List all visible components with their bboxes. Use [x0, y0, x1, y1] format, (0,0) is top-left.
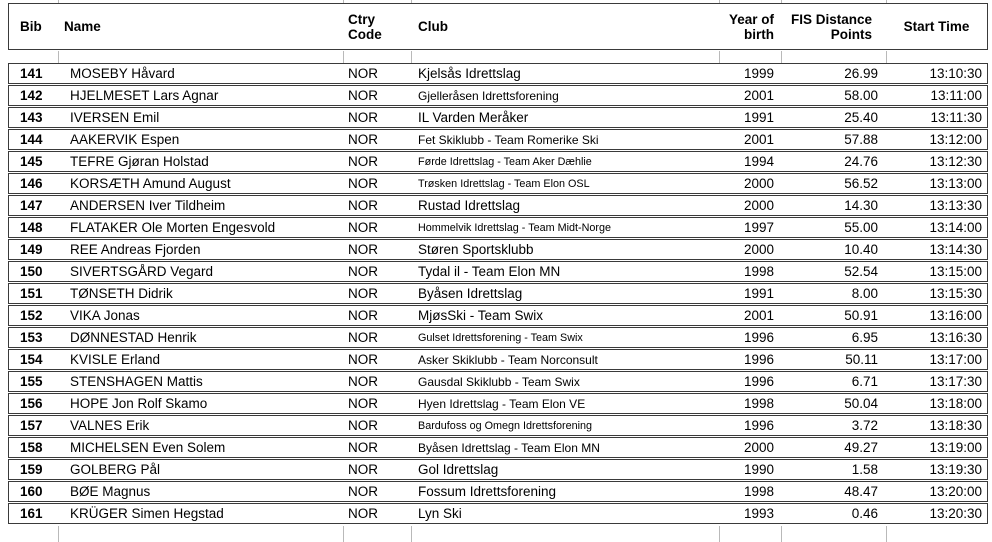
- table-row: [8, 327, 988, 348]
- table-row: [8, 393, 988, 414]
- column-divider-tick: [343, 51, 344, 63]
- table-row: [8, 107, 988, 128]
- start-time-cell: 13:13:00: [929, 175, 982, 191]
- year-cell: 1998: [743, 263, 774, 279]
- table-row: [8, 459, 988, 480]
- club-cell: Asker Skiklubb - Team Norconsult: [418, 352, 598, 367]
- points-cell: 8.00: [851, 285, 878, 301]
- points-cell: 25.40: [844, 109, 878, 125]
- name-cell: KRÜGER Simen Hegstad: [70, 505, 224, 521]
- table-row: [8, 217, 988, 238]
- ctry-code-cell: NOR: [348, 131, 378, 147]
- bib-cell: 149: [20, 241, 43, 257]
- points-cell: 50.04: [844, 395, 878, 411]
- ctry-code-cell: NOR: [348, 395, 378, 411]
- table-row: [8, 239, 988, 260]
- start-time-cell: 13:19:30: [929, 461, 982, 477]
- year-cell: 2001: [743, 131, 774, 147]
- points-cell: 10.40: [844, 241, 878, 257]
- club-cell: Fossum Idrettsforening: [418, 483, 557, 499]
- points-cell: 50.91: [844, 307, 878, 323]
- name-cell: TØNSETH Didrik: [70, 285, 173, 301]
- table-row: [8, 305, 988, 326]
- name-cell: MICHELSEN Even Solem: [70, 439, 226, 455]
- column-divider-tick: [58, 526, 59, 542]
- club-cell: MjøsSki - Team Swix: [418, 307, 544, 323]
- column-header-bib: Bib: [20, 19, 42, 34]
- club-cell: Rustad Idrettslag: [418, 197, 521, 213]
- points-cell: 48.47: [844, 483, 878, 499]
- column-divider-tick: [343, 0, 344, 3]
- year-cell: 2001: [743, 307, 774, 323]
- table-row: [8, 283, 988, 304]
- bib-cell: 144: [20, 131, 43, 147]
- club-cell: Førde Idrettslag - Team Aker Dæhlie: [418, 155, 592, 168]
- start-time-cell: 13:18:00: [929, 395, 982, 411]
- column-divider-tick: [719, 526, 720, 542]
- year-cell: 1996: [743, 351, 774, 367]
- column-header-points-line1: FIS Distance: [790, 11, 872, 27]
- points-cell: 1.58: [851, 461, 878, 477]
- club-cell: Hyen Idrettslag - Team Elon VE: [418, 396, 586, 411]
- points-cell: 57.88: [844, 131, 878, 147]
- bib-cell: 154: [20, 351, 43, 367]
- club-cell: Trøsken Idrettslag - Team Elon OSL: [418, 177, 590, 190]
- points-cell: 24.76: [844, 153, 878, 169]
- table-row: [8, 63, 988, 84]
- ctry-code-cell: NOR: [348, 65, 378, 81]
- points-cell: 6.95: [851, 329, 878, 345]
- club-cell: Lyn Ski: [418, 505, 462, 521]
- column-divider-tick: [781, 51, 782, 63]
- club-cell: Gulset Idrettsforening - Team Swix: [418, 331, 583, 344]
- start-time-cell: 13:11:00: [930, 87, 982, 103]
- column-header-year-of-birth: [719, 12, 781, 42]
- bib-cell: 141: [20, 65, 43, 81]
- year-cell: 2000: [743, 197, 774, 213]
- column-header-club: Club: [418, 19, 448, 34]
- points-cell: 26.99: [844, 65, 878, 81]
- year-cell: 1998: [743, 483, 774, 499]
- bib-cell: 157: [20, 417, 43, 433]
- ctry-code-cell: NOR: [348, 505, 378, 521]
- name-cell: MOSEBY Håvard: [70, 65, 175, 81]
- table-row: [8, 195, 988, 216]
- ctry-code-cell: NOR: [348, 439, 378, 455]
- bib-cell: 161: [20, 505, 43, 521]
- bib-cell: 153: [20, 329, 43, 345]
- points-cell: 55.00: [844, 219, 878, 235]
- bib-cell: 146: [20, 175, 43, 191]
- column-header-ctry-code: [343, 12, 411, 42]
- year-cell: 2001: [743, 87, 774, 103]
- ctry-code-cell: NOR: [348, 175, 378, 191]
- column-divider-tick: [886, 0, 887, 3]
- column-divider-tick: [781, 526, 782, 542]
- column-header-ctry-line1: Ctry: [348, 11, 376, 27]
- ctry-code-cell: NOR: [348, 87, 378, 103]
- year-cell: 1994: [743, 153, 774, 169]
- start-time-cell: 13:17:00: [929, 351, 982, 367]
- year-cell: 2000: [743, 439, 774, 455]
- table-row: [8, 415, 988, 436]
- ctry-code-cell: NOR: [348, 219, 378, 235]
- name-cell: KVISLE Erland: [70, 351, 161, 367]
- ctry-code-cell: NOR: [348, 285, 378, 301]
- club-cell: Tydal il - Team Elon MN: [418, 263, 561, 279]
- column-header-ctry-line2: Code: [348, 26, 382, 42]
- column-divider-tick: [411, 526, 412, 542]
- ctry-code-cell: NOR: [348, 307, 378, 323]
- start-time-cell: 13:12:00: [929, 131, 982, 147]
- points-cell: 3.72: [851, 417, 878, 433]
- column-header-fis-distance-points: [781, 12, 886, 42]
- year-cell: 1999: [743, 65, 774, 81]
- name-cell: IVERSEN Emil: [70, 109, 160, 125]
- bib-cell: 145: [20, 153, 43, 169]
- name-cell: DØNNESTAD Henrik: [70, 329, 197, 345]
- table-row: [8, 261, 988, 282]
- column-divider-tick: [58, 51, 59, 63]
- table-row: [8, 173, 988, 194]
- points-cell: 50.11: [845, 351, 878, 367]
- column-divider-tick: [886, 51, 887, 63]
- points-cell: 58.00: [844, 87, 878, 103]
- year-cell: 2000: [743, 175, 774, 191]
- start-time-cell: 13:14:00: [929, 219, 982, 235]
- year-cell: 1996: [743, 417, 774, 433]
- name-cell: ANDERSEN Iver Tildheim: [70, 197, 226, 213]
- column-header-name: Name: [64, 19, 101, 34]
- name-cell: STENSHAGEN Mattis: [70, 373, 203, 389]
- year-cell: 1993: [743, 505, 774, 521]
- table-row: [8, 503, 988, 524]
- points-cell: 56.52: [844, 175, 878, 191]
- club-cell: Gjelleråsen Idrettsforening: [418, 88, 559, 103]
- bib-cell: 160: [20, 483, 43, 499]
- start-time-cell: 13:14:30: [929, 241, 982, 257]
- ctry-code-cell: NOR: [348, 373, 378, 389]
- table-header: [8, 3, 988, 50]
- ctry-code-cell: NOR: [348, 461, 378, 477]
- bib-cell: 158: [20, 439, 43, 455]
- table-row: [8, 85, 988, 106]
- start-time-cell: 13:19:00: [929, 439, 982, 455]
- ctry-code-cell: NOR: [348, 329, 378, 345]
- name-cell: BØE Magnus: [70, 483, 151, 499]
- column-divider-tick: [343, 526, 344, 542]
- bib-cell: 143: [20, 109, 43, 125]
- table-row: [8, 371, 988, 392]
- table-row: [8, 129, 988, 150]
- club-cell: Bardufoss og Omegn Idrettsforening: [418, 419, 593, 432]
- bib-cell: 156: [20, 395, 43, 411]
- bib-cell: 152: [20, 307, 43, 323]
- start-time-cell: 13:17:30: [929, 373, 982, 389]
- year-cell: 1990: [743, 461, 774, 477]
- column-header-year-line2: birth: [744, 26, 774, 42]
- start-time-cell: 13:20:30: [929, 505, 982, 521]
- club-cell: Støren Sportsklubb: [418, 241, 534, 257]
- bib-cell: 142: [20, 87, 43, 103]
- ctry-code-cell: NOR: [348, 263, 378, 279]
- points-cell: 49.27: [844, 439, 878, 455]
- name-cell: HJELMESET Lars Agnar: [70, 87, 219, 103]
- column-divider-tick: [719, 51, 720, 63]
- start-time-cell: 13:18:30: [929, 417, 982, 433]
- ctry-code-cell: NOR: [348, 417, 378, 433]
- points-cell: 6.71: [851, 373, 878, 389]
- points-cell: 14.30: [844, 197, 878, 213]
- club-cell: Gol Idrettslag: [418, 461, 499, 477]
- club-cell: Hommelvik Idrettslag - Team Midt-Norge: [418, 221, 611, 234]
- year-cell: 1991: [743, 109, 774, 125]
- column-divider-tick: [719, 0, 720, 3]
- bib-cell: 150: [20, 263, 43, 279]
- bib-cell: 159: [20, 461, 43, 477]
- club-cell: Gausdal Skiklubb - Team Swix: [418, 374, 580, 389]
- start-time-cell: 13:11:30: [930, 109, 982, 125]
- start-time-cell: 13:12:30: [929, 153, 982, 169]
- start-time-cell: 13:15:30: [929, 285, 982, 301]
- table-row: [8, 437, 988, 458]
- points-cell: 52.54: [844, 263, 878, 279]
- name-cell: GOLBERG Pål: [70, 461, 161, 477]
- column-divider-tick: [411, 51, 412, 63]
- club-cell: IL Varden Meråker: [418, 109, 529, 125]
- table-row: [8, 349, 988, 370]
- column-header-start-time: Start Time: [903, 19, 970, 34]
- name-cell: VIKA Jonas: [70, 307, 140, 323]
- name-cell: TEFRE Gjøran Holstad: [70, 153, 209, 169]
- name-cell: SIVERTSGÅRD Vegard: [70, 263, 214, 279]
- year-cell: 1998: [743, 395, 774, 411]
- column-header-year-line1: Year of: [728, 11, 774, 27]
- club-cell: Byåsen Idrettslag - Team Elon MN: [418, 440, 600, 455]
- club-cell: Fet Skiklubb - Team Romerike Ski: [418, 132, 599, 147]
- name-cell: REE Andreas Fjorden: [70, 241, 201, 257]
- year-cell: 1996: [743, 329, 774, 345]
- name-cell: KORSÆTH Amund August: [70, 175, 231, 191]
- table-row: [8, 151, 988, 172]
- column-divider-tick: [411, 0, 412, 3]
- bib-cell: 151: [20, 285, 43, 301]
- ctry-code-cell: NOR: [348, 241, 378, 257]
- start-time-cell: 13:20:00: [929, 483, 982, 499]
- ctry-code-cell: NOR: [348, 483, 378, 499]
- start-time-cell: 13:16:30: [929, 329, 982, 345]
- ctry-code-cell: NOR: [348, 197, 378, 213]
- start-time-cell: 13:10:30: [929, 65, 982, 81]
- year-cell: 1997: [743, 219, 774, 235]
- table-row: [8, 481, 988, 502]
- club-cell: Byåsen Idrettslag: [418, 285, 523, 301]
- name-cell: AAKERVIK Espen: [70, 131, 180, 147]
- ctry-code-cell: NOR: [348, 109, 378, 125]
- start-time-cell: 13:13:30: [929, 197, 982, 213]
- year-cell: 2000: [743, 241, 774, 257]
- ctry-code-cell: NOR: [348, 153, 378, 169]
- column-header-points-line2: Points: [830, 26, 872, 42]
- column-divider-tick: [886, 526, 887, 542]
- column-divider-tick: [781, 0, 782, 3]
- name-cell: VALNES Erik: [70, 417, 150, 433]
- name-cell: HOPE Jon Rolf Skamo: [70, 395, 208, 411]
- bib-cell: 155: [20, 373, 43, 389]
- ctry-code-cell: NOR: [348, 351, 378, 367]
- column-divider-tick: [58, 0, 59, 3]
- start-list-body: [8, 63, 988, 525]
- year-cell: 1996: [743, 373, 774, 389]
- club-cell: Kjelsås Idrettslag: [418, 65, 521, 81]
- start-time-cell: 13:16:00: [929, 307, 982, 323]
- bib-cell: 148: [20, 219, 43, 235]
- bib-cell: 147: [20, 197, 43, 213]
- year-cell: 1991: [743, 285, 774, 301]
- points-cell: 0.46: [851, 505, 878, 521]
- start-time-cell: 13:15:00: [929, 263, 982, 279]
- name-cell: FLATAKER Ole Morten Engesvold: [70, 219, 276, 235]
